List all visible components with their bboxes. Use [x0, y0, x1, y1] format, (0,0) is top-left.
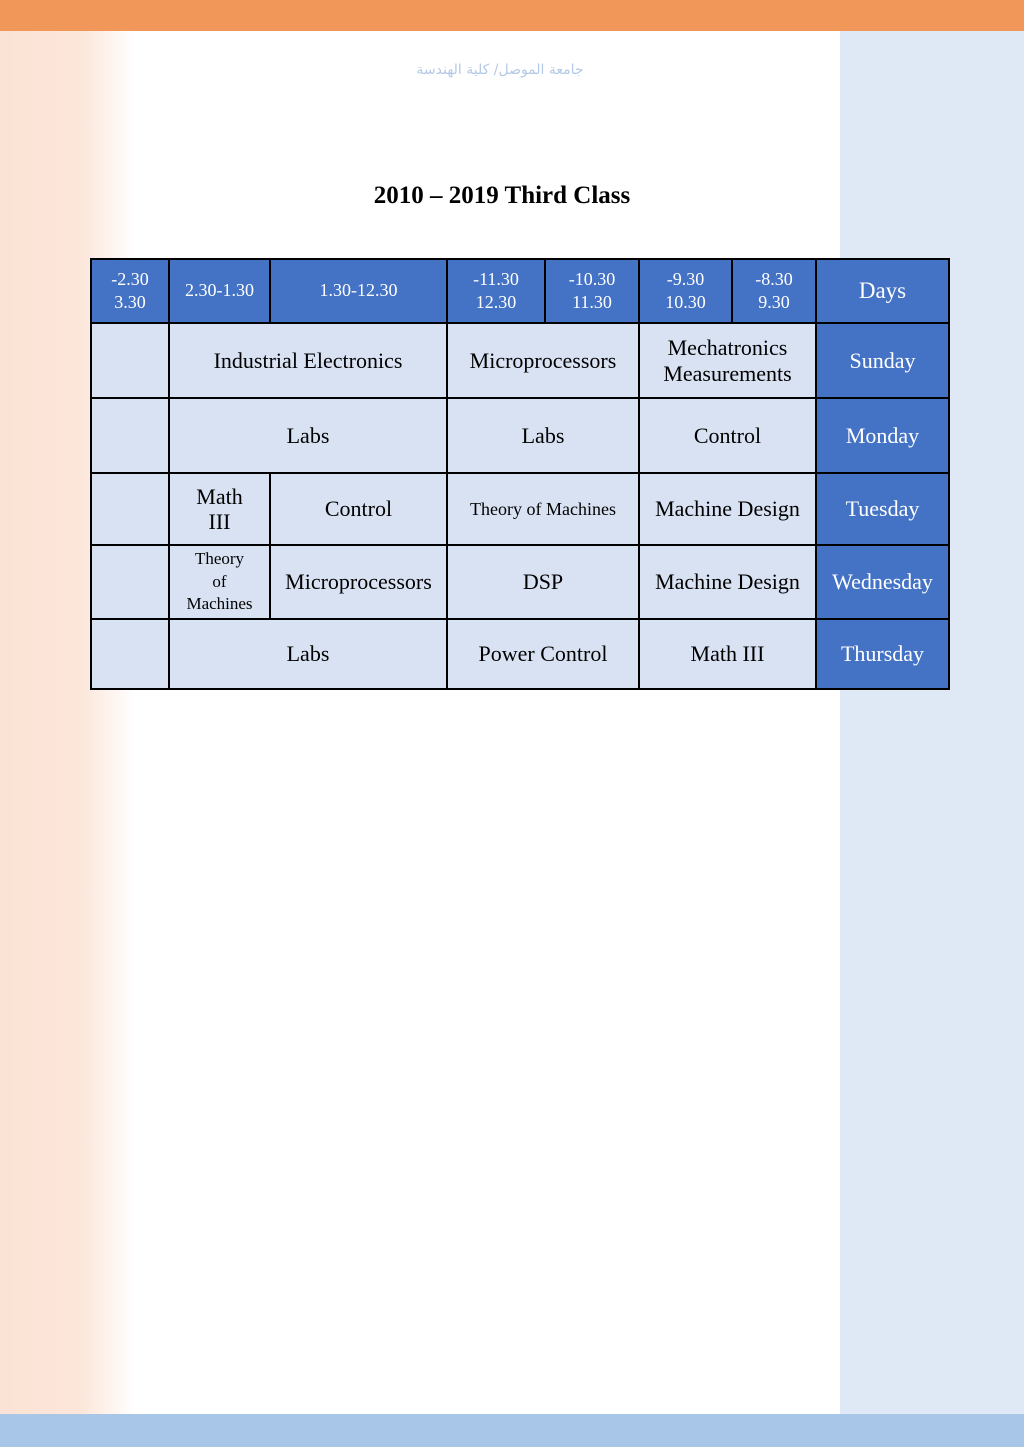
course-cell: Labs [169, 398, 447, 473]
table-row-tuesday [91, 473, 949, 545]
day-label: Tuesday [816, 473, 949, 545]
course-cell: DSP [447, 545, 639, 619]
time-slot-header: 1.30-12.30 [270, 259, 447, 323]
time-slot-header: -8.30 9.30 [732, 259, 816, 323]
left-decorative-band [0, 31, 135, 1414]
empty-cell [91, 619, 169, 689]
top-decorative-band [0, 0, 1024, 31]
course-cell: Labs [169, 619, 447, 689]
time-slot-header: 2.30-1.30 [169, 259, 270, 323]
empty-cell [91, 473, 169, 545]
day-label: Sunday [816, 323, 949, 398]
table-row-thursday [91, 619, 949, 689]
course-cell: Labs [447, 398, 639, 473]
right-decorative-band [840, 31, 1024, 1414]
day-label: Thursday [816, 619, 949, 689]
empty-cell [91, 323, 169, 398]
course-cell: Machine Design [639, 473, 816, 545]
course-cell: Control [270, 473, 447, 545]
empty-cell [91, 545, 169, 619]
course-cell: Math III [169, 473, 270, 545]
table-row-wednesday [91, 545, 949, 619]
course-cell: Control [639, 398, 816, 473]
university-header: جامعة الموصل/ كلية الهندسة [416, 62, 584, 78]
day-label: Monday [816, 398, 949, 473]
days-header: Days [816, 259, 949, 323]
course-cell: Math III [639, 619, 816, 689]
table-row-sunday [91, 323, 949, 398]
empty-cell [91, 398, 169, 473]
course-cell: Microprocessors [270, 545, 447, 619]
time-slot-header: -9.30 10.30 [639, 259, 732, 323]
course-cell: Theory of Machines [447, 473, 639, 545]
course-cell: Machine Design [639, 545, 816, 619]
time-header-row [91, 259, 949, 323]
time-slot-header: -11.30 12.30 [447, 259, 545, 323]
course-cell: Industrial Electronics [169, 323, 447, 398]
course-cell: Microprocessors [447, 323, 639, 398]
table-row-monday [91, 398, 949, 473]
course-cell: Mechatronics Measurements [639, 323, 816, 398]
page-title: 2010 – 2019 Third Class [373, 182, 631, 209]
bottom-decorative-band [0, 1414, 1024, 1447]
timetable [90, 258, 950, 690]
day-label: Wednesday [816, 545, 949, 619]
course-cell: Theory of Machines [169, 545, 270, 619]
course-cell: Power Control [447, 619, 639, 689]
time-slot-header: -10.30 11.30 [545, 259, 639, 323]
time-slot-header: -2.30 3.30 [91, 259, 169, 323]
